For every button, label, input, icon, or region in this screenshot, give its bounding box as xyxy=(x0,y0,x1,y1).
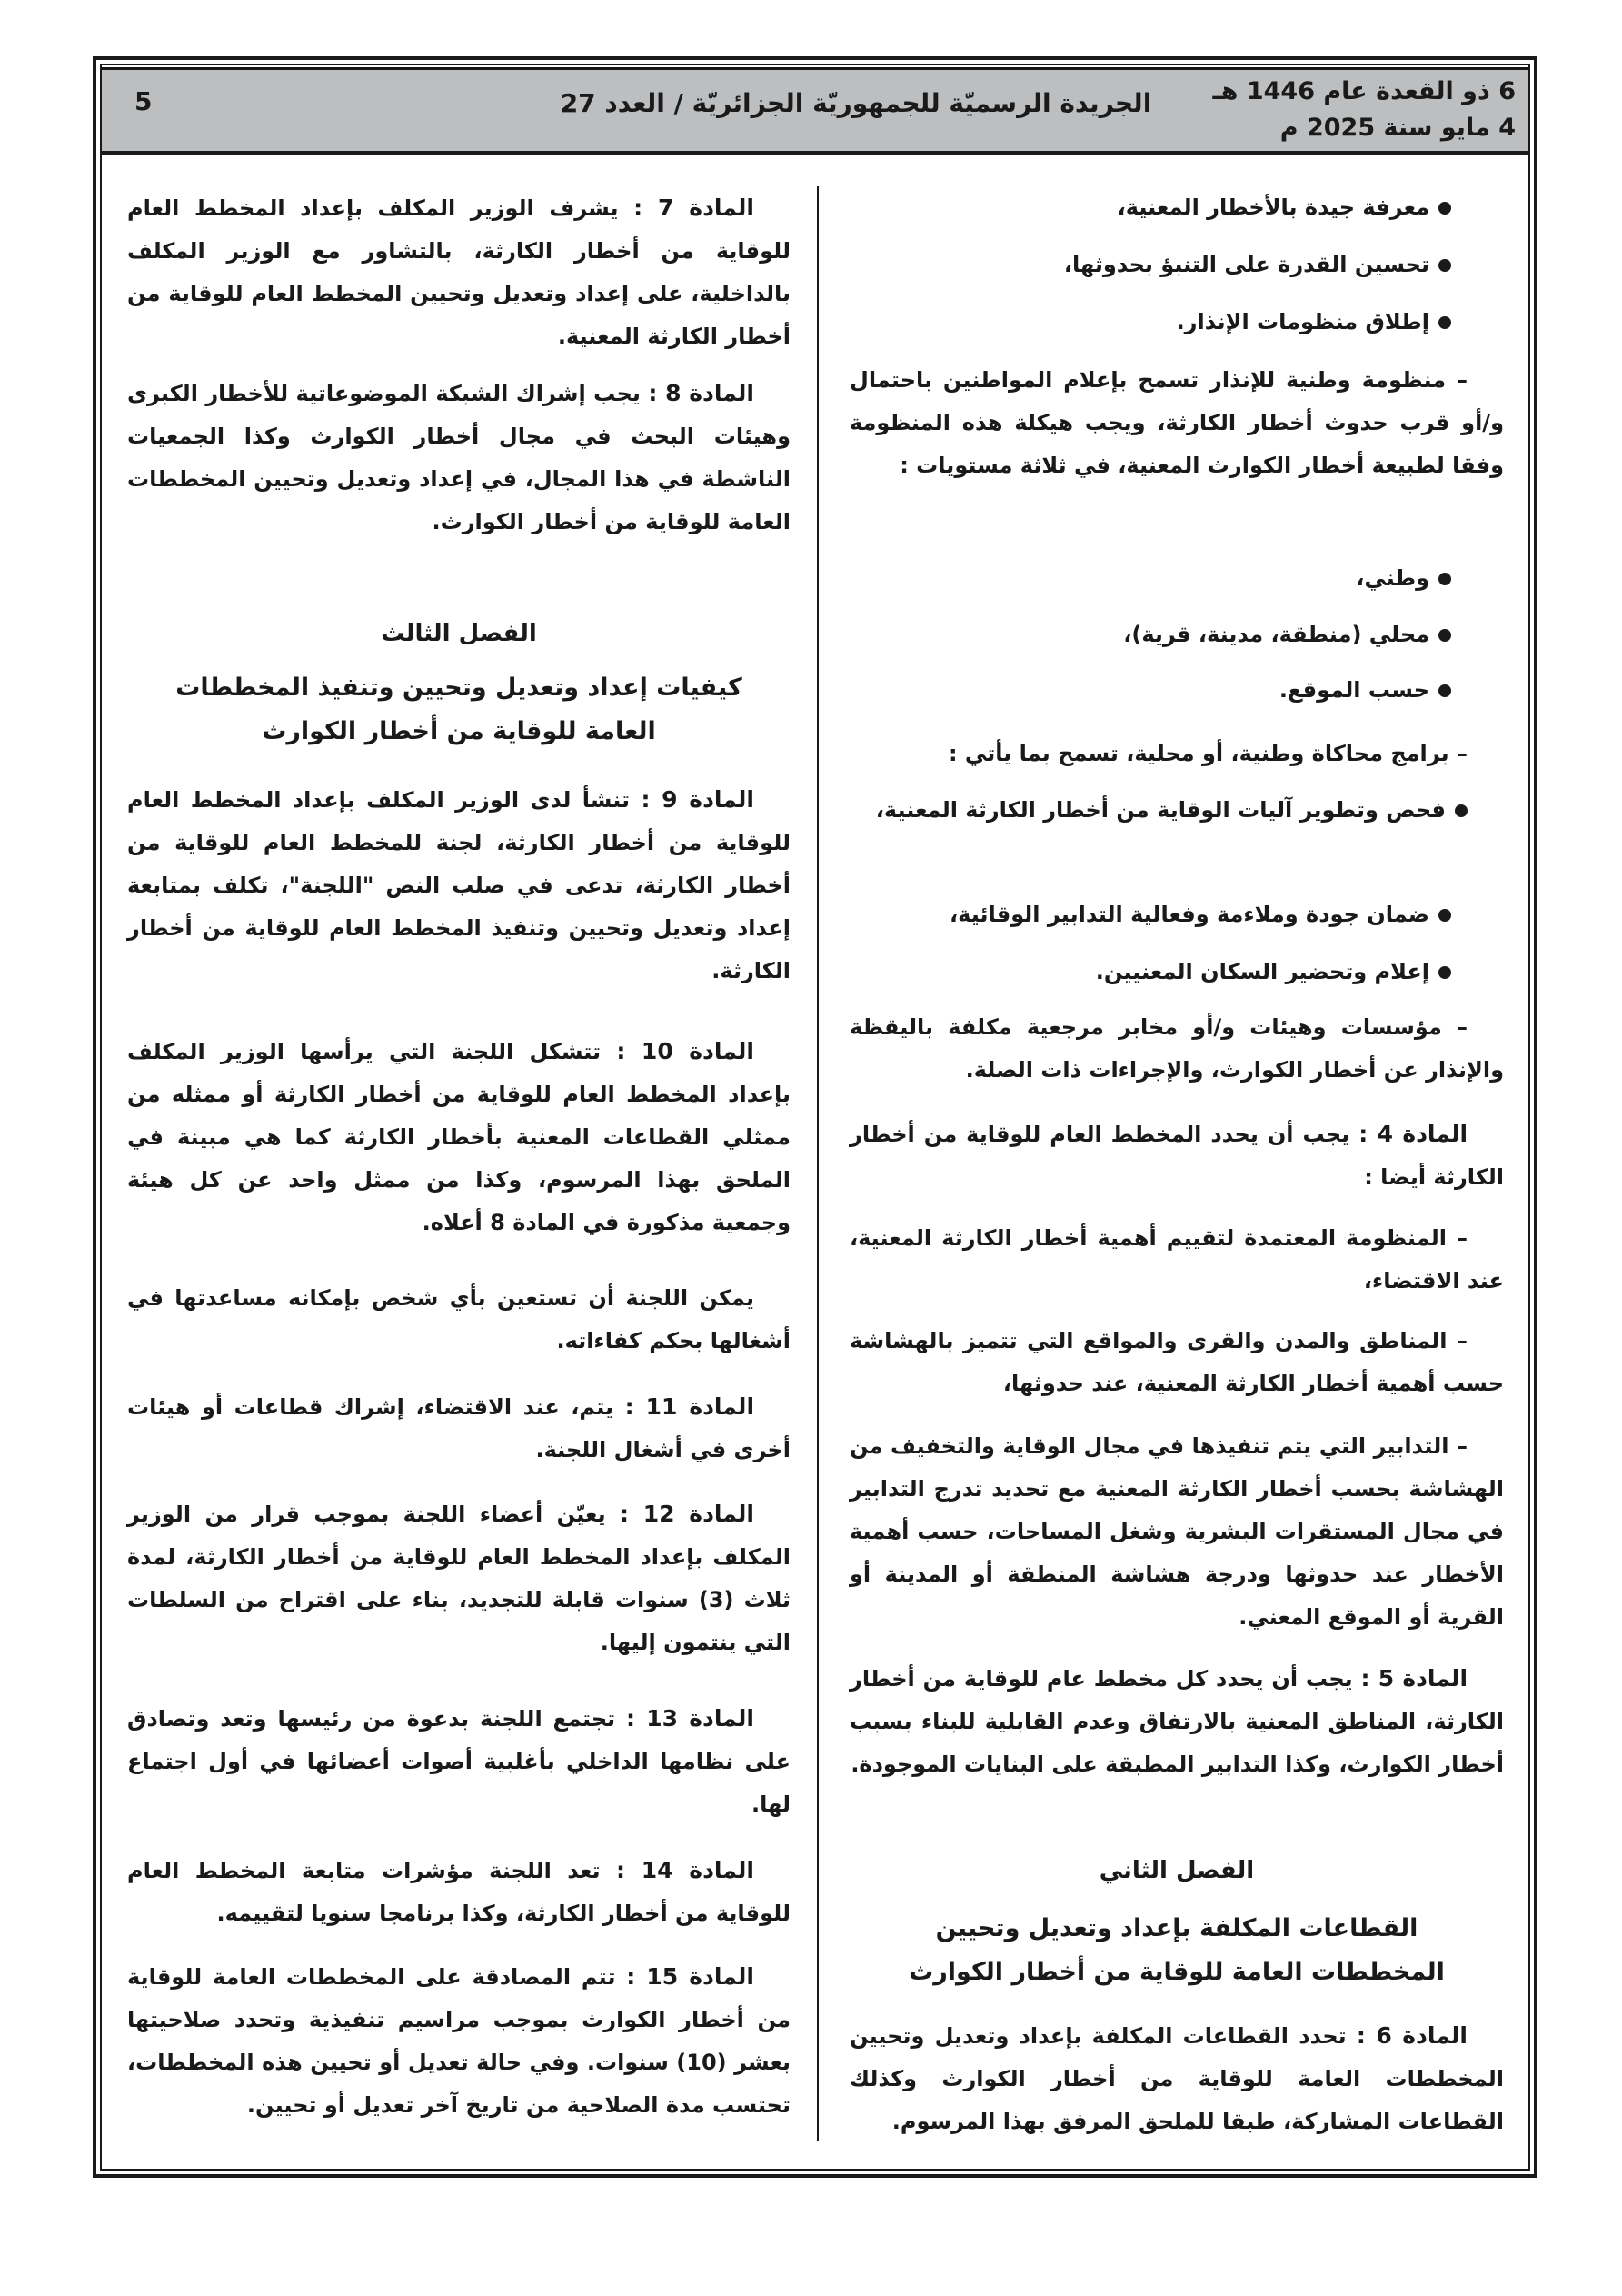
article-label: المادة 15 : xyxy=(626,1963,754,1990)
article-text: يجب أن يحدد كل مخطط عام للوقاية من أخطار الكارثة، المناطق المعنية بالارتفاق وعدم القابلية للبناء بسبب أخطار الكوارث، وكذا التدابير المطبقة على البنايات الموجودة. xyxy=(850,1666,1504,1777)
article-label: المادة 4 : xyxy=(1358,1121,1468,1147)
bullet-icon xyxy=(1455,804,1468,817)
article-label: المادة 6 : xyxy=(1356,2022,1468,2049)
bullet-icon xyxy=(1438,684,1451,697)
article-label: المادة 5 : xyxy=(1360,1665,1468,1692)
bullet-item xyxy=(850,301,1504,344)
article-10 xyxy=(127,1030,791,1244)
bullet-text: إعلام وتحضير السكان المعنيين. xyxy=(1095,959,1429,984)
chapter-3-title: الفصل الثالث xyxy=(381,620,537,647)
article-text: يجب إشراك الشبكة الموضوعاتية للأخطار الكبرى وهيئات البحث في مجال أخطار الكوارث وكذا الجمعيات الناشطة في هذا المجال، في إعداد وتعديل وتحيين المخططات العامة للوقاية من أخطار الكوارث. xyxy=(127,381,791,534)
article-5 xyxy=(850,1657,1504,1786)
article-label: المادة 10 : xyxy=(616,1038,754,1064)
date-hijri: 6 ذو القعدة عام 1446 هـ xyxy=(1212,77,1516,105)
bullet-icon xyxy=(1438,629,1451,642)
chapter-2-title: الفصل الثاني xyxy=(1099,1857,1255,1884)
article-text: يجب أن يحدد المخطط العام للوقاية من أخطار الكارثة أيضا : xyxy=(850,1122,1504,1190)
bullet-icon xyxy=(1438,966,1451,979)
bullet-item xyxy=(850,789,1504,832)
article-text: تعد اللجنة مؤشرات متابعة المخطط العام للوقاية من أخطار الكارثة، وكذا برنامجا سنويا لتقييمه. xyxy=(127,1858,791,1926)
paragraph: – المناطق والمدن والقرى والمواقع التي تتميز بالهشاشة حسب أهمية أخطار الكارثة المعنية، عند حدوثها، xyxy=(850,1328,1504,1396)
chapter-2-subtitle: القطاعات المكلفة بإعداد وتعديل وتحيين المخططات العامة للوقاية من أخطار الكوارث xyxy=(909,1914,1445,1986)
article-text: يعيّن أعضاء اللجنة بموجب قرار من الوزير المكلف بإعداد المخطط العام للوقاية من أخطار الكارثة، لمدة ثلاث (3) سنوات قابلة للتجديد، بناء على اقتراح من السلطات التي ينتمون إليها. xyxy=(127,1502,791,1655)
date-gregorian: 4 مايو سنة 2025 م xyxy=(1279,114,1516,142)
bullet-item xyxy=(850,893,1504,936)
bullet-text: إطلاق منظومات الإنذار. xyxy=(1176,309,1429,334)
article-7 xyxy=(127,186,791,358)
article-text: يتم، عند الاقتضاء، إشراك قطاعات أو هيئات أخرى في أشغال اللجنة. xyxy=(127,1394,791,1462)
bullet-text: فحص وتطوير آليات الوقاية من أخطار الكارثة المعنية، xyxy=(875,797,1446,823)
bullet-text: تحسين القدرة على التنبؤ بحدوثها، xyxy=(1063,252,1429,277)
column-divider xyxy=(817,186,819,2141)
article-8 xyxy=(127,372,791,544)
paragraph: – مؤسسات وهيئات و/أو مخابر مرجعية مكلفة باليقظة والإنذار عن أخطار الكوارث، والإجراءات ذات الصلة. xyxy=(850,1014,1504,1083)
bullet-text: وطني، xyxy=(1356,565,1429,591)
bullet-item xyxy=(850,669,1504,712)
bullet-icon xyxy=(1438,573,1451,585)
article-15 xyxy=(127,1955,791,2127)
article-14 xyxy=(127,1849,791,1935)
paragraph: يمكن اللجنة أن تستعين بأي شخص بإمكانه مساعدتها في أشغالها بحكم كفاءاته. xyxy=(127,1285,791,1353)
article-13 xyxy=(127,1697,791,1826)
bullet-item xyxy=(850,951,1504,993)
bullet-item xyxy=(850,557,1504,600)
bullet-icon xyxy=(1438,202,1451,215)
article-label: المادة 12 : xyxy=(620,1501,754,1527)
article-label: المادة 14 : xyxy=(616,1857,754,1883)
bullet-icon xyxy=(1438,316,1451,329)
article-label: المادة 7 : xyxy=(633,195,755,221)
bullet-text: محلي (منطقة، مدينة، قرية)، xyxy=(1123,622,1429,647)
article-label: المادة 8 : xyxy=(648,380,754,406)
article-text: تجتمع اللجنة بدعوة من رئيسها وتعد وتصادق على نظامها الداخلي بأغلبية أصوات أعضائها في أول اجتماع لها. xyxy=(127,1706,791,1817)
article-text: تنشأ لدى الوزير المكلف بإعداد المخطط العام للوقاية من أخطار الكارثة، لجنة للمخطط العام للوقاية من أخطار الكارثة، تدعى في صلب النص "اللجنة"، تكلف بمتابعة إعداد وتعديل وتحيين وتنفيذ المخطط العام للوقاية من أخطار الكارثة. xyxy=(127,787,791,983)
article-text: تتم المصادقة على المخططات العامة للوقاية من أخطار الكوارث بموجب مراسيم تنفيذية وتحدد صلاحيتها بعشر (10) سنوات. وفي حالة تعديل أو تحيين هذه المخططات، تحتسب مدة الصلاحية من تاريخ آخر تعديل أو تحيين. xyxy=(127,1964,791,2118)
paragraph: – منظومة وطنية للإنذار تسمح بإعلام المواطنين باحتمال و/أو قرب حدوث أخطار الكارثة، ويجب هيكلة هذه المنظومة وفقا لطبيعة أخطار الكوارث المعنية، في ثلاثة مستويات : xyxy=(850,367,1504,478)
bullet-text: معرفة جيدة بالأخطار المعنية، xyxy=(1117,195,1429,220)
article-label: المادة 13 : xyxy=(626,1705,754,1732)
article-4 xyxy=(850,1113,1504,1199)
bullet-icon xyxy=(1438,259,1451,272)
page-number: 5 xyxy=(134,86,153,116)
article-text: تحدد القطاعات المكلفة بإعداد وتعديل وتحيين المخططات العامة للوقاية من أخطار الكوارث وكذلك القطاعات المشاركة، طبقا للملحق المرفق بهذا المرسوم. xyxy=(850,2023,1504,2134)
bullet-item xyxy=(850,244,1504,286)
paragraph: – التدابير التي يتم تنفيذها في مجال الوقاية والتخفيف من الهشاشة بحسب أخطار الكارثة المعنية مع تحديد تدرج التدابير في مجال المستقرات البشرية وشغل المساحات، حسب أهمية الأخطار عند حدوثها ودرجة هشاشة المنطقة أو المدينة أو القرية أو الموقع المعني. xyxy=(850,1433,1504,1630)
bullet-item xyxy=(850,614,1504,656)
bullet-text: ضمان جودة وملاءمة وفعالية التدابير الوقائية، xyxy=(950,902,1429,927)
bullet-item xyxy=(850,186,1504,229)
paragraph: – المنظومة المعتمدة لتقييم أهمية أخطار الكارثة المعنية، عند الاقتضاء، xyxy=(850,1225,1504,1293)
article-label: المادة 9 : xyxy=(641,786,755,813)
gazette-title: الجريدة الرسميّة للجمهوريّة الجزائريّة / العدد 27 xyxy=(560,88,1152,118)
paragraph: – برامج محاكاة وطنية، أو محلية، تسمح بما يأتي : xyxy=(948,741,1468,766)
bullet-icon xyxy=(1438,909,1451,922)
gazette-header xyxy=(102,67,1528,155)
article-12 xyxy=(127,1492,791,1664)
bullet-text: حسب الموقع. xyxy=(1279,677,1429,703)
article-text: يشرف الوزير المكلف بإعداد المخطط العام للوقاية من أخطار الكارثة، بالتشاور مع الوزير المكلف بالداخلية، على إعداد وتعديل وتحيين المخطط العام للوقاية من أخطار الكارثة المعنية. xyxy=(127,195,791,349)
article-text: تتشكل اللجنة التي يرأسها الوزير المكلف بإعداد المخطط العام للوقاية من أخطار الكارثة أو ممثله من ممثلي القطاعات المعنية بأخطار الكارثة كما هي مبينة في الملحق بهذا المرسوم، وكذا من ممثل واحد عن كل هيئة وجمعية مذكورة في المادة 8 أعلاه. xyxy=(127,1039,791,1235)
article-6 xyxy=(850,2014,1504,2143)
chapter-3-subtitle: كيفيات إعداد وتعديل وتحيين وتنفيذ المخططات العامة للوقاية من أخطار الكوارث xyxy=(175,674,742,745)
article-11 xyxy=(127,1385,791,1472)
article-9 xyxy=(127,778,791,993)
article-label: المادة 11 : xyxy=(624,1393,755,1420)
